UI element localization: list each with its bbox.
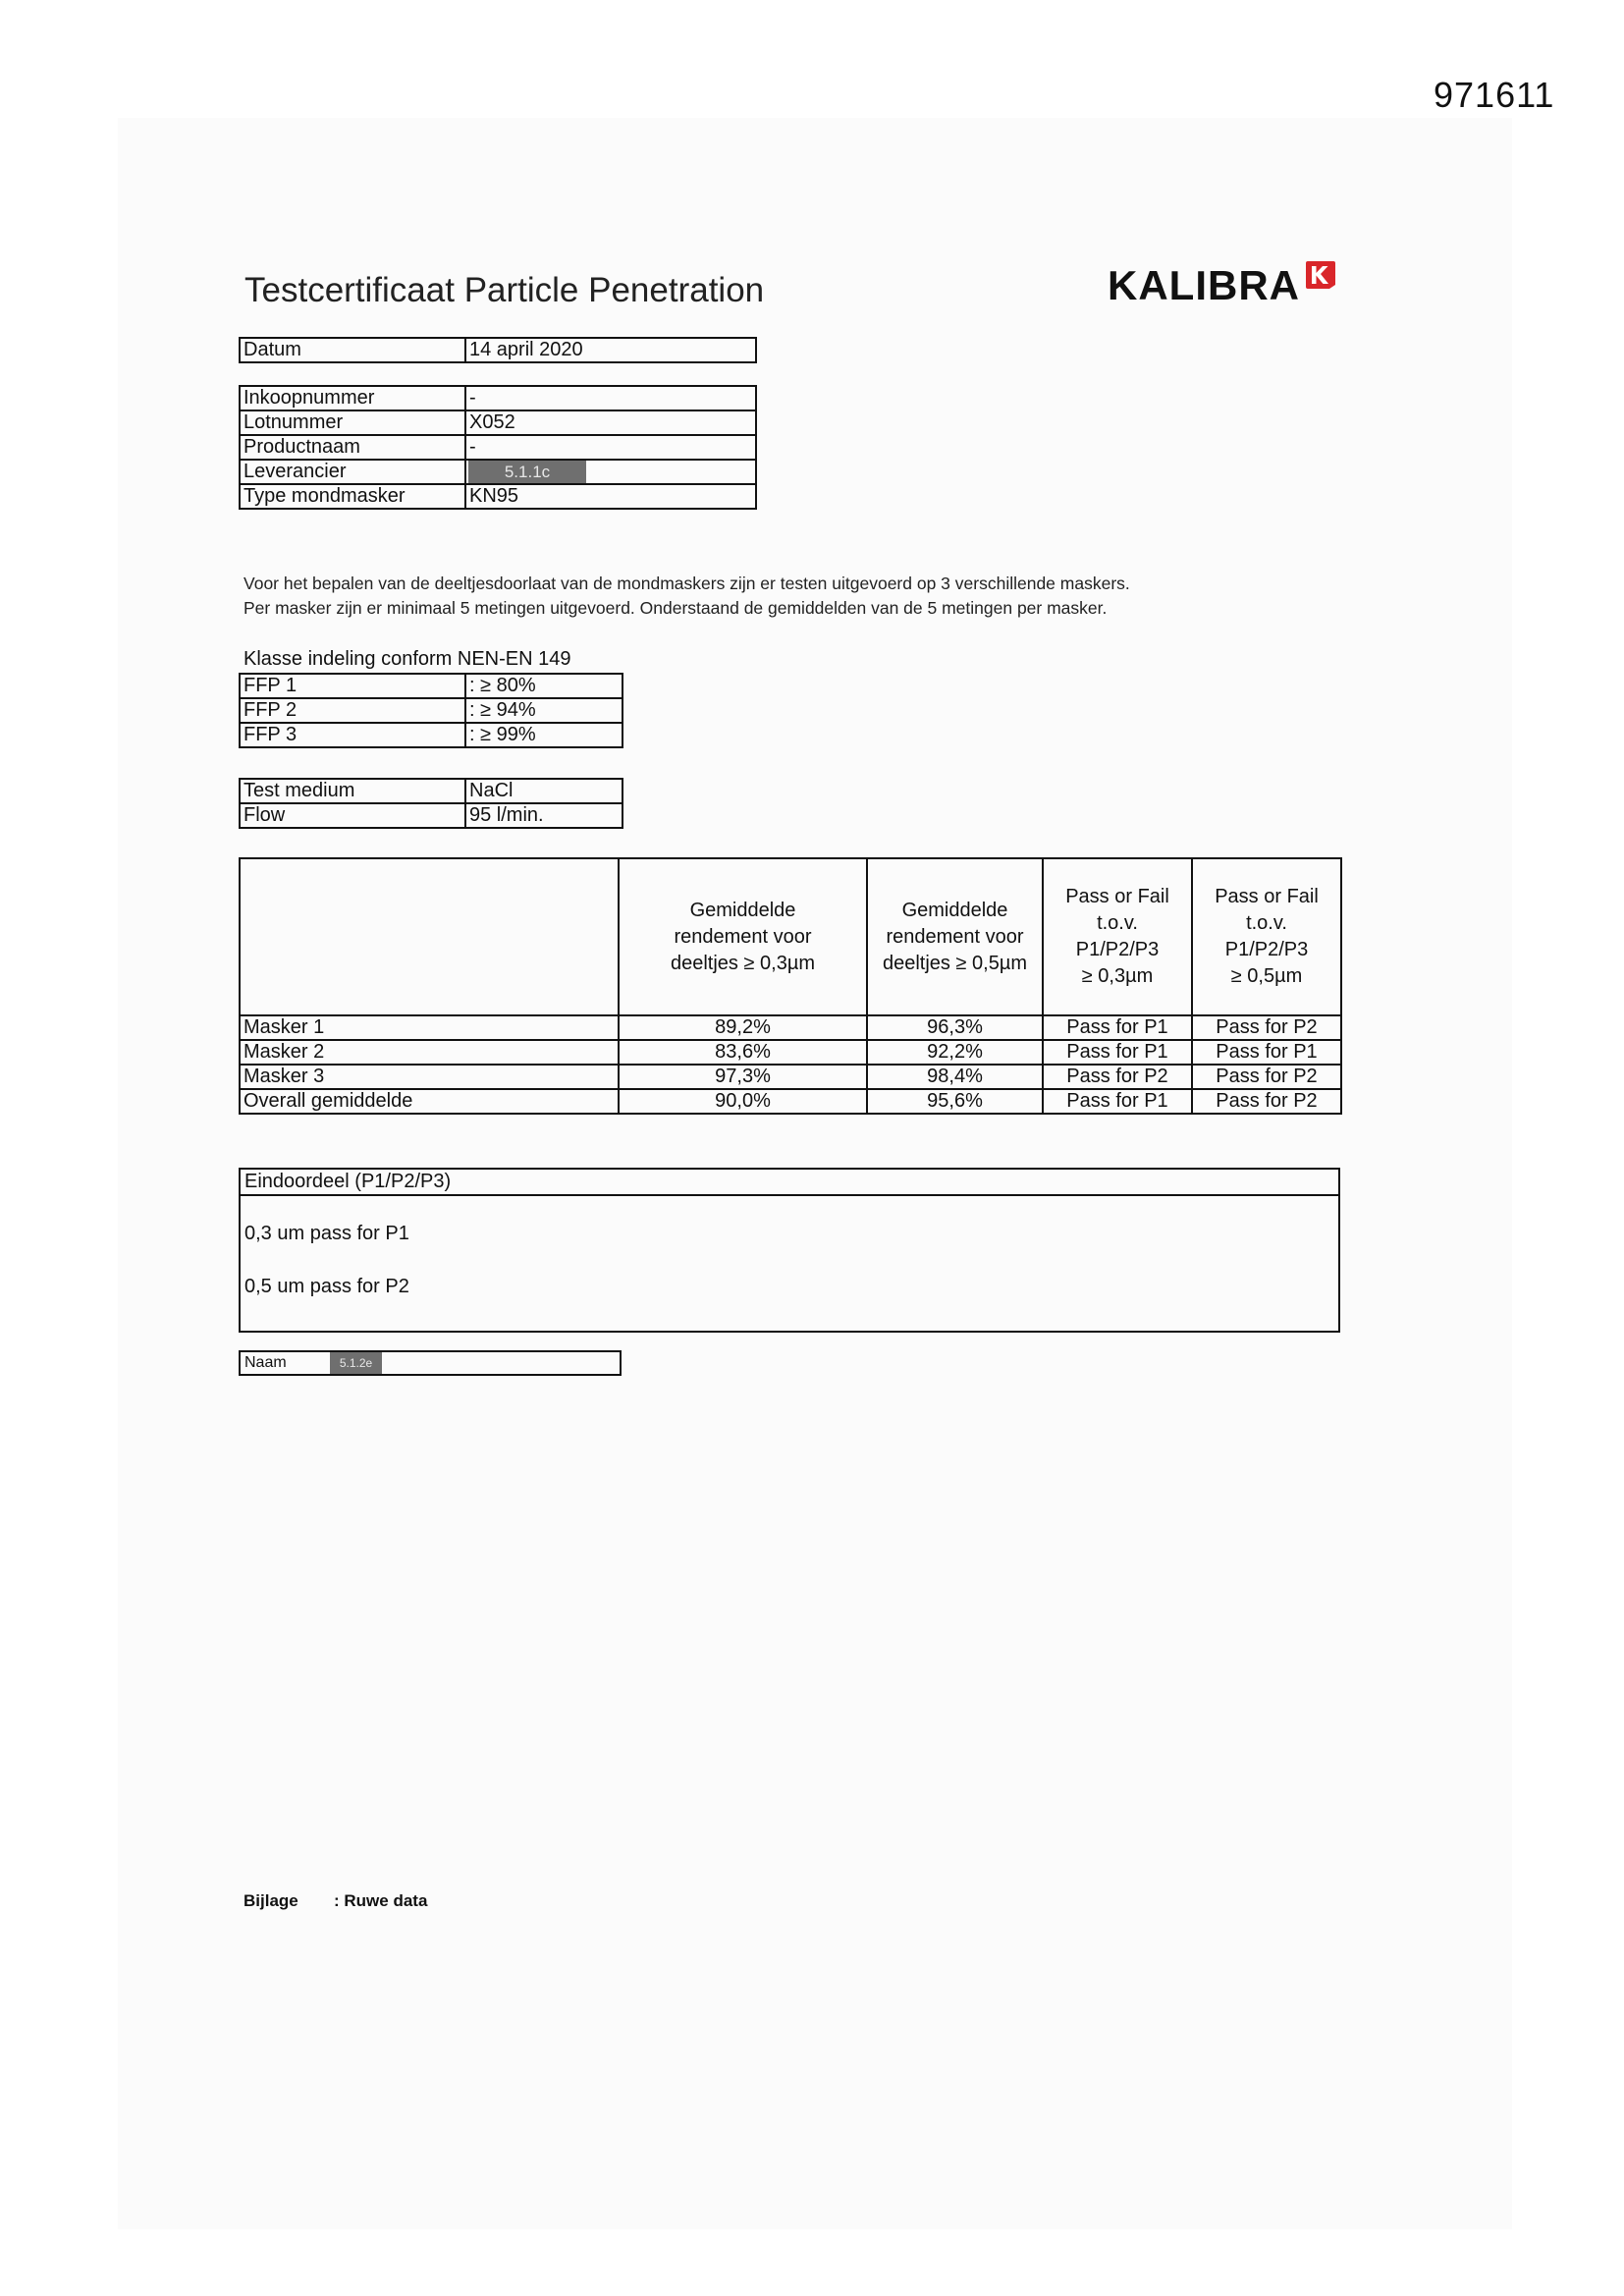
table-row	[240, 803, 623, 828]
table-row	[240, 410, 756, 435]
product-value: KN95	[465, 484, 756, 509]
results-cell: Pass for P2	[1192, 1065, 1341, 1089]
klasse-value: : ≥ 94%	[465, 698, 623, 723]
table-row	[240, 1089, 1341, 1114]
product-value	[465, 460, 756, 484]
product-label: Inkoopnummer	[240, 386, 465, 410]
results-cell: 92,2%	[867, 1040, 1043, 1065]
document-number: 971611	[1434, 75, 1555, 115]
header-line: P1/P2/P3	[1075, 939, 1160, 960]
product-label: Lotnummer	[240, 410, 465, 435]
table-row	[240, 484, 756, 509]
klasse-value: : ≥ 80%	[465, 674, 623, 698]
header-line: ≥ 0,5µm	[1230, 965, 1303, 987]
header-line: deeltjes ≥ 0,5µm	[882, 952, 1027, 974]
header-line: Pass or Fail	[1065, 886, 1169, 907]
eindoordeel-line: 0,5 um pass for P2	[244, 1276, 409, 1297]
results-cell: Pass for P1	[1043, 1015, 1192, 1040]
results-cell: 90,0%	[619, 1089, 867, 1114]
results-table	[239, 857, 1342, 1115]
table-row	[240, 1040, 1341, 1065]
intro-line: Per masker zijn er minimaal 5 metingen uitgevoerd. Onderstaand de gemiddelden van de 5 metingen per masker.	[244, 598, 1108, 618]
table-row	[240, 386, 756, 410]
results-cell: 96,3%	[867, 1015, 1043, 1040]
product-value: -	[465, 386, 756, 410]
bijlage-value: : Ruwe data	[334, 1891, 428, 1910]
klasse-label: FFP 1	[240, 674, 465, 698]
results-cell: Masker 2	[240, 1040, 619, 1065]
results-cell: Pass for P1	[1192, 1040, 1341, 1065]
header-line: Gemiddelde	[901, 899, 1008, 921]
naam-label: Naam	[244, 1354, 287, 1371]
intro-line: Voor het bepalen van de deeltjesdoorlaat van de mondmaskers zijn er testen uitgevoerd op 3 verschillende maskers.	[244, 574, 1130, 593]
results-header-cell	[867, 858, 1043, 1015]
naam-field	[239, 1350, 622, 1376]
kalibra-logo	[1108, 259, 1337, 306]
klasse-title: Klasse indeling conform NEN-EN 149	[244, 648, 571, 670]
naam-redaction: 5.1.2e	[330, 1352, 382, 1374]
results-header-cell	[619, 858, 867, 1015]
results-cell: Pass for P1	[1043, 1089, 1192, 1114]
product-value: X052	[465, 410, 756, 435]
header-line: rendement voor	[886, 925, 1024, 948]
results-cell: Pass for P2	[1043, 1065, 1192, 1089]
intro-paragraph	[244, 572, 1130, 621]
table-row	[240, 674, 623, 698]
results-cell: Overall gemiddelde	[240, 1089, 619, 1114]
redaction-label: 5.1.1c	[468, 461, 586, 483]
results-cell: Masker 1	[240, 1015, 619, 1040]
eindoordeel-header: Eindoordeel (P1/P2/P3)	[241, 1170, 1338, 1196]
test-medium-table	[239, 778, 623, 829]
table-row	[240, 460, 756, 484]
header-line: rendement voor	[674, 925, 812, 948]
test-value: NaCl	[465, 779, 623, 803]
header-line: Gemiddelde	[689, 899, 796, 921]
results-cell: Pass for P1	[1043, 1040, 1192, 1065]
product-label: Leverancier	[240, 460, 465, 484]
logo-text: KALIBRA	[1108, 262, 1300, 308]
kalibra-k-icon	[1304, 259, 1337, 291]
results-cell: Pass for P2	[1192, 1089, 1341, 1114]
eindoordeel-box	[239, 1168, 1340, 1333]
datum-table	[239, 337, 757, 363]
table-row	[240, 435, 756, 460]
results-cell: 98,4%	[867, 1065, 1043, 1089]
header-line: t.o.v.	[1097, 912, 1138, 934]
table-row	[240, 698, 623, 723]
bijlage-label: Bijlage	[244, 1891, 298, 1910]
product-info-table	[239, 385, 757, 510]
results-cell: 95,6%	[867, 1089, 1043, 1114]
product-label: Type mondmasker	[240, 484, 465, 509]
table-row	[240, 1065, 1341, 1089]
product-value: -	[465, 435, 756, 460]
header-line: ≥ 0,3µm	[1081, 965, 1154, 987]
datum-label: Datum	[240, 338, 465, 362]
results-header-cell	[240, 858, 619, 1015]
results-cell: 83,6%	[619, 1040, 867, 1065]
results-cell: Masker 3	[240, 1065, 619, 1089]
klasse-table	[239, 673, 623, 748]
test-value: 95 l/min.	[465, 803, 623, 828]
product-label: Productnaam	[240, 435, 465, 460]
test-label: Test medium	[240, 779, 465, 803]
bijlage	[244, 1891, 428, 1911]
klasse-value: : ≥ 99%	[465, 723, 623, 747]
table-row	[240, 779, 623, 803]
header-line: deeltjes ≥ 0,3µm	[670, 952, 815, 974]
header-line: Pass or Fail	[1215, 886, 1319, 907]
results-header-cell	[1192, 858, 1341, 1015]
results-cell: 97,3%	[619, 1065, 867, 1089]
klasse-label: FFP 3	[240, 723, 465, 747]
eindoordeel-line: 0,3 um pass for P1	[244, 1223, 409, 1244]
datum-value: 14 april 2020	[465, 338, 756, 362]
table-row	[240, 1015, 1341, 1040]
page-title: Testcertificaat Particle Penetration	[244, 271, 765, 309]
header-line: t.o.v.	[1246, 912, 1287, 934]
datum-row	[240, 338, 756, 362]
klasse-label: FFP 2	[240, 698, 465, 723]
results-header-cell	[1043, 858, 1192, 1015]
test-label: Flow	[240, 803, 465, 828]
results-cell: Pass for P2	[1192, 1015, 1341, 1040]
header-line: P1/P2/P3	[1224, 939, 1309, 960]
results-cell: 89,2%	[619, 1015, 867, 1040]
results-header-row	[240, 858, 1341, 1015]
table-row	[240, 723, 623, 747]
